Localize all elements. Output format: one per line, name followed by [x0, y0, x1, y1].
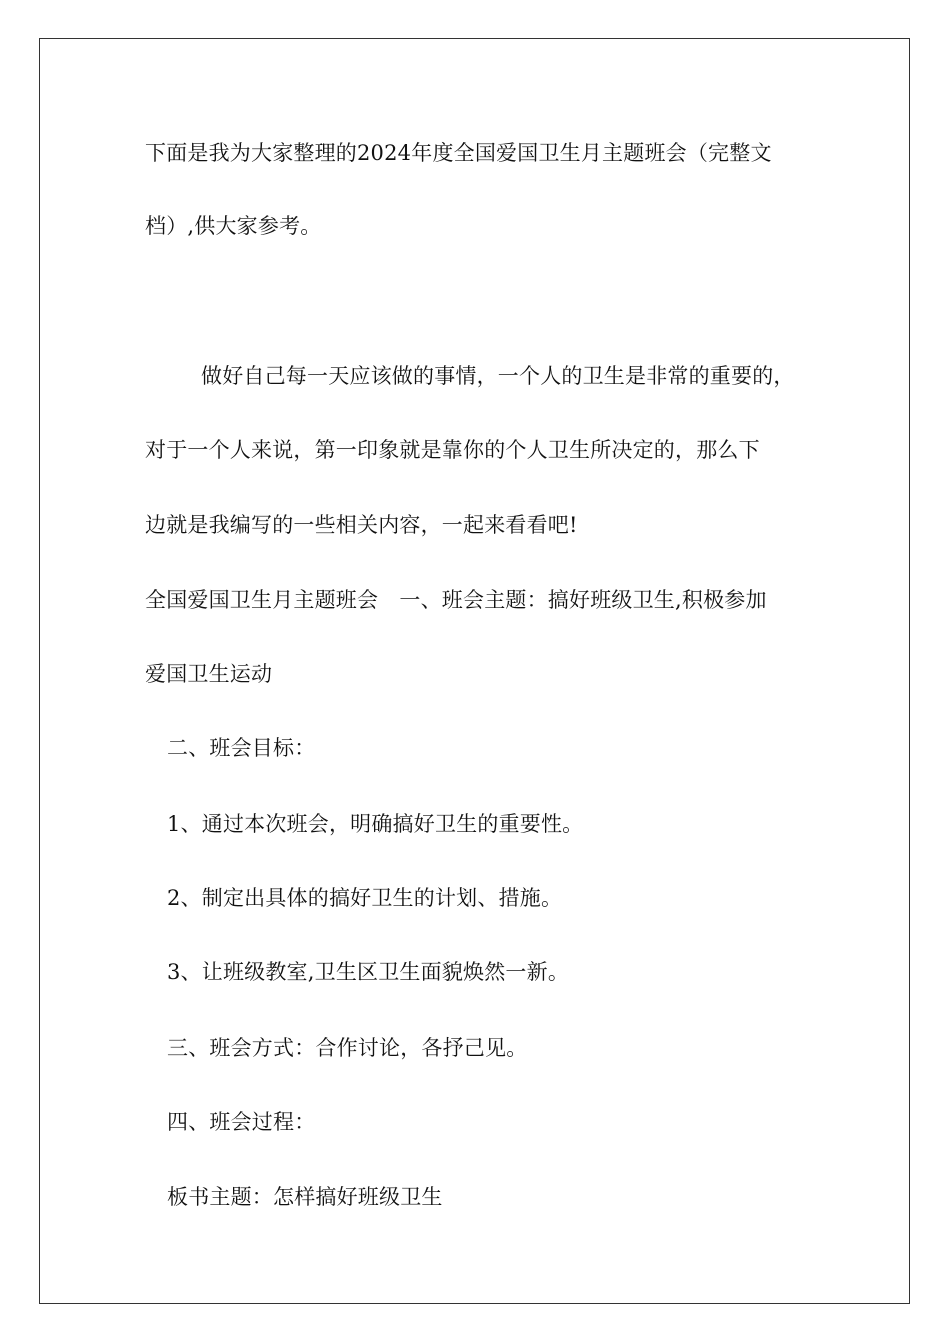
goal-item-3: 3、让班级教室,卫生区卫生面貌焕然一新。 — [167, 960, 570, 984]
goal-item-2: 2、制定出具体的搞好卫生的计划、措施。 — [167, 886, 563, 910]
blackboard-theme: 板书主题：怎样搞好班级卫生 — [167, 1185, 443, 1209]
paragraph-line-2: 对于一个人来说，第一印象就是靠你的个人卫生所决定的，那么下 — [145, 438, 760, 462]
goal-item-1: 1、通过本次班会，明确搞好卫生的重要性。 — [167, 812, 584, 836]
paragraph-line-1: 做好自己每一天应该做的事情，一个人的卫生是非常的重要的， — [201, 364, 795, 388]
intro-line-1: 下面是我为大家整理的2024年度全国爱国卫生月主题班会（完整文 — [145, 141, 772, 165]
paragraph-line-3: 边就是我编写的一些相关内容，一起来看看吧! — [145, 513, 578, 537]
intro-line-2: 档）,供大家参考。 — [145, 214, 322, 238]
section-method: 三、班会方式：合作讨论，各抒己见。 — [167, 1036, 528, 1060]
section-process-heading: 四、班会过程： — [167, 1110, 316, 1134]
section-goals-heading: 二、班会目标： — [167, 736, 316, 760]
section-theme-line-1: 全国爱国卫生月主题班会 一、班会主题：搞好班级卫生,积极参加 — [145, 588, 767, 612]
section-theme-line-2: 爱国卫生运动 — [145, 662, 273, 686]
